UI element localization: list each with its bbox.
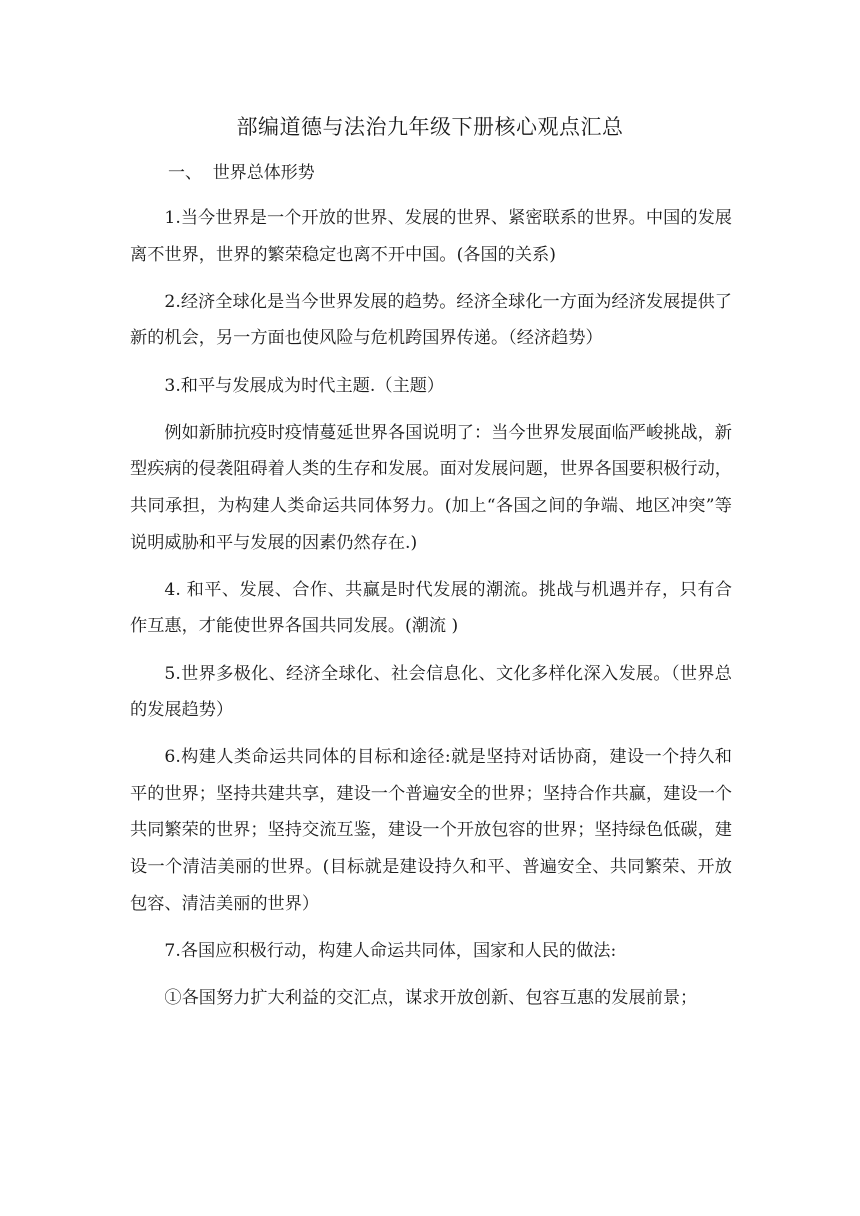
paragraph-point-7: 7.各国应积极行动，构建人命运共同体，国家和人民的做法: xyxy=(164,940,617,961)
paragraph-point-2: 2.经济全球化是当今世界发展的趋势。经济全球化一方面为经济发展提供了新的机会，另一方面也使风险与危机跨国界传递。（经济趋势） xyxy=(130,291,732,349)
paragraph-example: 例如新肺抗疫时疫情蔓延世界各国说明了：当今世界发展面临严峻挑战，新型疾病的侵袭阻碍着人类的生存和发展。面对发展问题，世界各国要积极行动，共同承担，为构建人类命运共同体努力。(加上“各国之间的争端、地区冲突”等说明威胁和平与发展的因素仍然存在.) xyxy=(130,422,732,553)
paragraph-point-6: 6.构建人类命运共同体的目标和途径:就是坚持对话协商，建设一个持久和平的世界；坚持共建共享，建设一个普遍安全的世界；坚持合作共赢，建设一个共同繁荣的世界；坚持交流互鉴，建设一个开放包容的世界；坚持绿色低碳，建设一个清洁美丽的世界。(目标就是建设持久和平、普遍安全、共同繁荣、开放包容、清洁美丽的世界） xyxy=(130,747,732,914)
paragraph-sub-point-1: ①各国努力扩大利益的交汇点，谋求开放创新、包容互惠的发展前景； xyxy=(164,988,698,1009)
paragraph-point-3: 3.和平与发展成为时代主题.（主题） xyxy=(164,375,445,396)
document-body xyxy=(130,200,732,1027)
section-heading: 一、 世界总体形势 xyxy=(168,163,315,183)
paragraph-point-4: 4. 和平、发展、合作、共赢是时代发展的潮流。挑战与机遇并存，只有合作互惠，才能使世界各国共同发展。(潮流 ) xyxy=(130,579,732,637)
paragraph-point-1: 1.当今世界是一个开放的世界、发展的世界、紧密联系的世界。中国的发展离不世界，世界的繁荣稳定也离不开中国。(各国的关系) xyxy=(130,208,732,265)
paragraph-point-5: 5.世界多极化、经济全球化、社会信息化、文化多样化深入发展。（世界总的发展趋势） xyxy=(130,663,732,721)
page-title: 部编道德与法治九年级下册核心观点汇总 xyxy=(236,115,624,139)
